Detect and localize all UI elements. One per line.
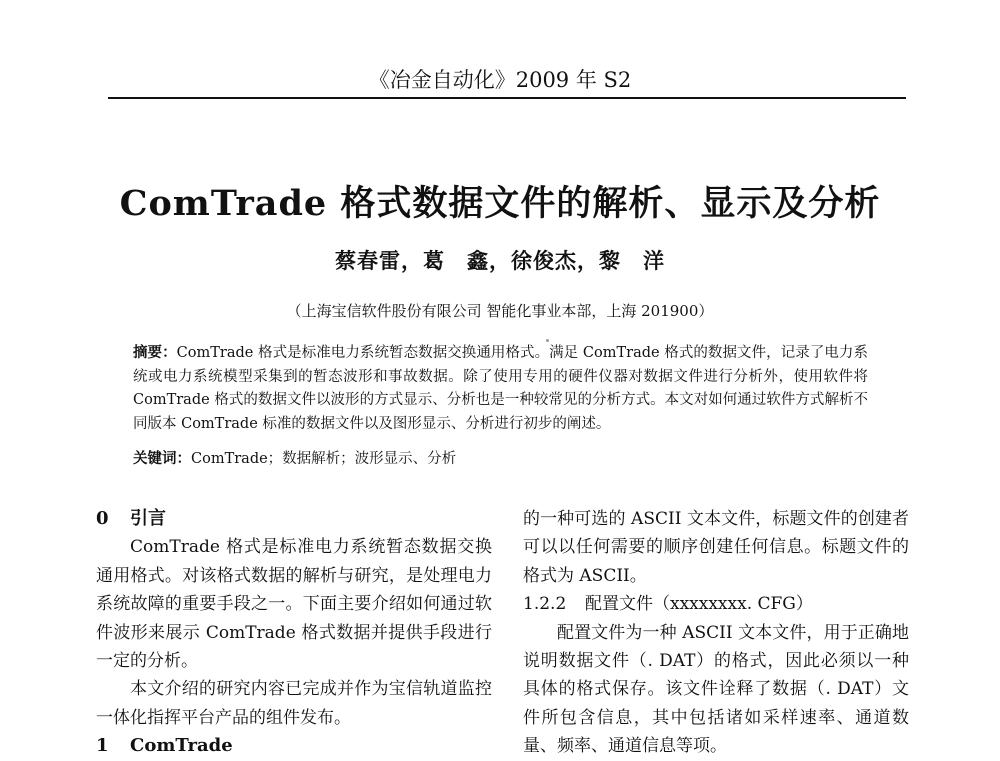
abstract-label: 摘要： xyxy=(133,344,177,361)
right-column xyxy=(523,505,909,761)
abstract xyxy=(133,341,868,436)
section-heading-introduction xyxy=(96,505,492,533)
subsection-heading-config xyxy=(523,590,909,618)
affiliation: （上海宝信软件股份有限公司 智能化事业本部，上海 201900） xyxy=(286,302,714,320)
intro-paragraph-2: 本文介绍的研究内容已完成并作为宝信轨道监控一体化指挥平台产品的组件发布。 xyxy=(96,679,492,728)
abstract-text: ComTrade 格式是标准电力系统暂态数据交换通用格式。满足 ComTrade 格式的数据文件，记录了电力系统或电力系统模型采集到的暂态波形和事故数据。除了使用专用的硬件仪器对数据文件进行分析外，使用软件将 ComTrade 格式的数据文件以波形的方式显示、分析也是一种较常见的分析方式。本文对如何通过软件方式解析不同版本 ComTrade 标准的数据文件以及图形显示、分析进行初步的阐述。 xyxy=(133,345,868,432)
keywords xyxy=(133,447,868,468)
section-number: 1 xyxy=(96,735,109,757)
section-number: 0 xyxy=(96,508,109,529)
config-file-paragraph: 配置文件为一种 ASCII 文本文件，用于正确地说明数据文件（. DAT）的格式，因此必须以一种具体的格式保存。该文件诠释了数据（. DAT）文件所包含信息，其中包括诸如采样速率、通道数量、频率、通道信息等项。 xyxy=(523,622,909,757)
intro-paragraph-1: ComTrade 格式是标准电力系统暂态数据交换通用格式。对该格式数据的解析与研究，是处理电力系统故障的重要手段之一。下面主要介绍如何通过软件波形来展示 ComTrade 格式数据并提供手段进行一定的分析。 xyxy=(96,537,492,672)
header-rule xyxy=(108,97,906,99)
authors: 蔡春雷，葛 鑫，徐俊杰，黎 洋 xyxy=(335,248,665,273)
keywords-label: 关键词： xyxy=(133,450,191,467)
section-title: 引言 xyxy=(130,508,166,529)
header-file-paragraph: 的一种可选的 ASCII 文本文件，标题文件的创建者可以以任何需要的顺序创建任何信息。标题文件的格式为 ASCII。 xyxy=(523,509,909,586)
paper-title: ComTrade 格式数据文件的解析、显示及分析 xyxy=(119,183,881,224)
subsection-title: 配置文件（xxxxxxxx. CFG） xyxy=(585,594,813,615)
section-title: ComTrade xyxy=(130,735,233,757)
journal-header: 《冶金自动化》2009 年 S2 xyxy=(368,68,632,92)
subsection-number: 1.2.2 xyxy=(523,594,567,615)
section-heading-comtrade xyxy=(96,732,492,760)
left-column xyxy=(96,505,492,761)
keywords-text: ComTrade；数据解析；波形显示、分析 xyxy=(191,451,457,467)
